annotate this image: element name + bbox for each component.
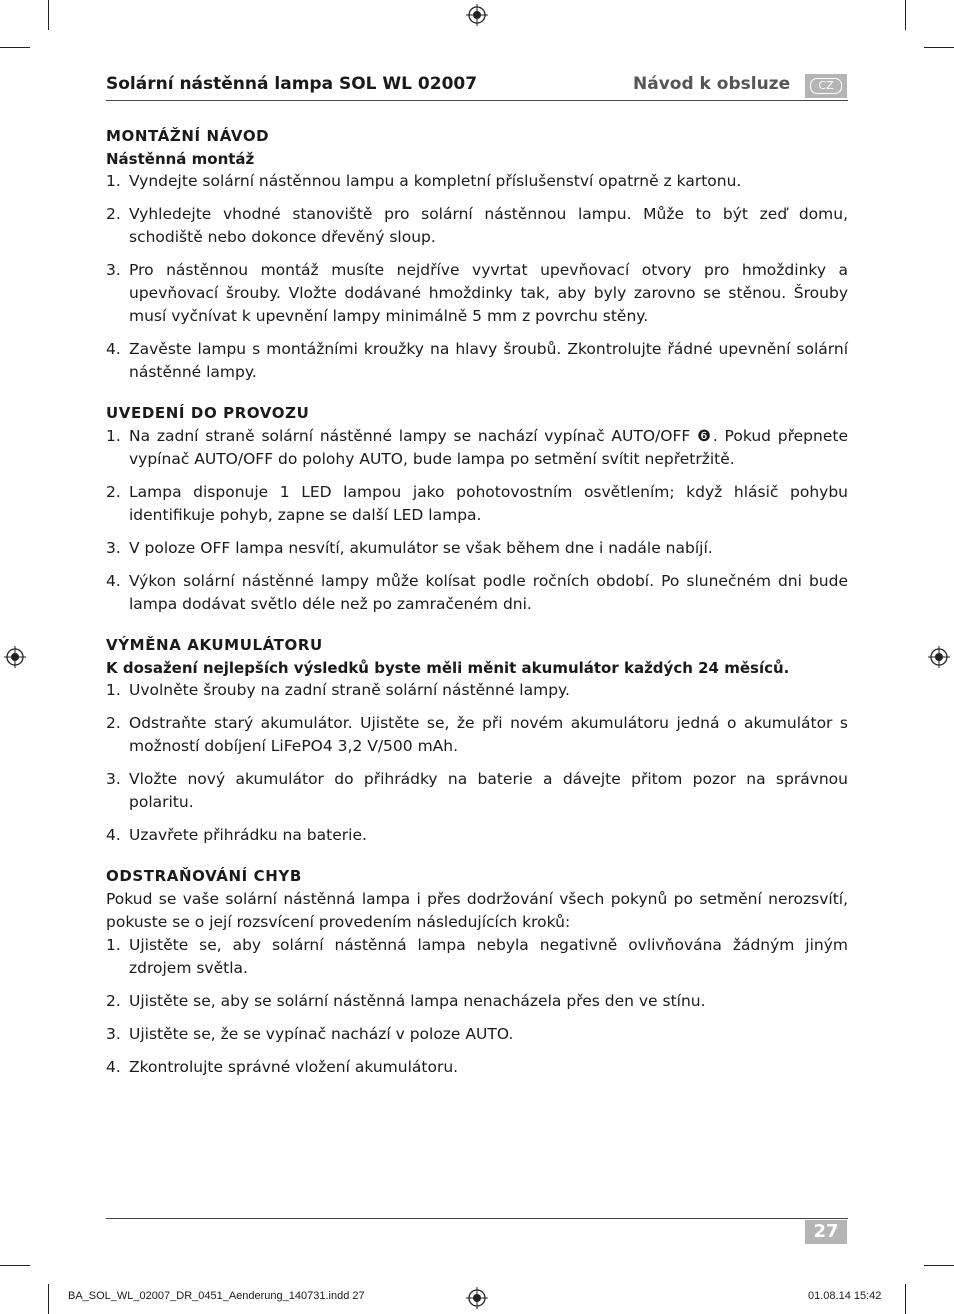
registration-mark-icon [466, 1287, 488, 1309]
page-number: 27 [805, 1220, 847, 1244]
crop-mark-top-left-h [0, 47, 30, 48]
section-subheading: Nástěnná montáž [106, 150, 255, 168]
crop-mark-top-left-v [48, 0, 49, 30]
section-heading: VÝMĚNA AKUMULÁTORU [106, 636, 323, 654]
step-text: Vložte nový akumulátor do přihrádky na baterie a dávejte přitom pozor na správnou polaritu. [129, 770, 848, 811]
section-operation [106, 402, 848, 616]
step-number: 1. [106, 427, 121, 445]
list-item [106, 768, 848, 814]
section-heading: ODSTRAŇOVÁNÍ CHYB [106, 867, 302, 885]
step-text: Lampa disponuje 1 LED lampou jako pohotovostním osvětlením; když hlásič pohybu identifikuje pohyb, zapne se další LED lampa. [129, 483, 848, 524]
section-battery-replacement [106, 634, 848, 847]
list-item [106, 1023, 848, 1046]
step-number: 4. [106, 572, 121, 590]
step-text: Zkontrolujte správné vložení akumulátoru. [129, 1058, 459, 1076]
step-text: Na zadní straně solární nástěnné lampy se nachází vypínač AUTO/OFF ❻. Pokud přepnete vypínač AUTO/OFF do polohy AUTO, bude lampa po setmění svítit nepřetržitě. [129, 427, 848, 468]
document-type-label: Návod k obsluze [633, 74, 791, 94]
registration-mark-icon [4, 646, 26, 668]
step-text: Vyndejte solární nástěnnou lampu a kompletní příslušenství opatrně z kartonu. [129, 172, 742, 190]
list-item [106, 1056, 848, 1079]
step-number: 4. [106, 1058, 121, 1076]
header-divider [106, 100, 848, 101]
language-badge [805, 74, 847, 98]
step-text: Ujistěte se, aby solární nástěnná lampa nebyla negativně ovlivňována žádným jiným zdrojem světla. [129, 936, 848, 977]
registration-mark-icon [928, 646, 950, 668]
list-item [106, 824, 848, 847]
language-code: CZ [810, 78, 842, 94]
list-item [106, 481, 848, 527]
step-text: Ujistěte se, aby se solární nástěnná lampa nenacházela přes den ve stínu. [129, 992, 706, 1010]
document-title: Solární nástěnná lampa SOL WL 02007 [106, 74, 478, 94]
list-item [106, 537, 848, 560]
section-mounting [106, 125, 848, 384]
step-text: Ujistěte se, že se vypínač nachází v poloze AUTO. [129, 1025, 514, 1043]
list-item [106, 570, 848, 616]
step-text: V poloze OFF lampa nesvítí, akumulátor se však během dne i nadále nabíjí. [129, 539, 713, 557]
crop-mark-top-right-h [924, 47, 954, 48]
list-item [106, 203, 848, 249]
steps-list [106, 679, 848, 847]
step-number: 2. [106, 992, 121, 1010]
step-text: Uvolněte šrouby na zadní straně solární nástěnné lampy. [129, 681, 570, 699]
print-slug-filename: BA_SOL_WL_02007_DR_0451_Aenderung_140731.indd 27 [68, 1290, 365, 1302]
footer-divider [106, 1218, 848, 1219]
list-item [106, 170, 848, 193]
section-troubleshooting [106, 865, 848, 1079]
step-number: 4. [106, 340, 121, 358]
main-content [106, 125, 848, 1089]
list-item [106, 712, 848, 758]
step-number: 2. [106, 714, 121, 732]
step-text: Pro nástěnnou montáž musíte nejdříve vyvrtat upevňovací otvory pro hmoždinky a upevňovací šrouby. Vložte dodávané hmoždinky tak, aby byly zarovno se stěnou. Šrouby musí vyčnívat k upevnění lampy minimálně 5 mm z povrchu stěny. [129, 261, 848, 325]
steps-list [106, 170, 848, 384]
step-text: Vyhledejte vhodné stanoviště pro solární nástěnnou lampu. Může to být zeď domu, schodiště nebo dokonce dřevěný sloup. [129, 205, 848, 246]
step-number: 3. [106, 1025, 121, 1043]
step-text: Odstraňte starý akumulátor. Ujistěte se, že při novém akumulátoru jedná o akumulátor s možností dobíjení LiFePO4 3,2 V/500 mAh. [129, 714, 848, 755]
crop-mark-bottom-right-v [905, 1284, 906, 1314]
step-number: 1. [106, 172, 121, 190]
step-number: 3. [106, 261, 121, 279]
steps-list [106, 425, 848, 616]
section-heading: UVEDENÍ DO PROVOZU [106, 404, 310, 422]
crop-mark-bottom-left-h [0, 1265, 30, 1266]
registration-mark-icon [466, 4, 488, 26]
list-item [106, 934, 848, 980]
list-item [106, 425, 848, 471]
section-subheading: K dosažení nejlepších výsledků byste měli měnit akumulátor každých 24 měsíců. [106, 659, 790, 677]
step-number: 3. [106, 770, 121, 788]
step-number: 2. [106, 205, 121, 223]
section-heading: MONTÁŽNÍ NÁVOD [106, 127, 270, 145]
steps-list [106, 934, 848, 1079]
step-number: 2. [106, 483, 121, 501]
list-item [106, 679, 848, 702]
step-text: Zavěste lampu s montážními kroužky na hlavy šroubů. Zkontrolujte řádné upevnění solární nástěnné lampy. [129, 340, 848, 381]
list-item [106, 259, 848, 328]
step-number: 1. [106, 681, 121, 699]
step-text: Uzavřete přihrádku na baterie. [129, 826, 367, 844]
section-intro: Pokud se vaše solární nástěnná lampa i přes dodržování všech pokynů po setmění nerozsvítí, pokuste se o její rozsvícení provedením následujících kroků: [106, 890, 848, 931]
crop-mark-bottom-right-h [924, 1265, 954, 1266]
print-slug-date: 01.08.14 15:42 [808, 1290, 882, 1302]
step-text: Výkon solární nástěnné lampy může kolísat podle ročních období. Po slunečném dni bude lampa dodávat světlo déle než po zamračeném dni. [129, 572, 848, 613]
crop-mark-bottom-left-v [48, 1284, 49, 1314]
step-number: 1. [106, 936, 121, 954]
list-item [106, 338, 848, 384]
step-number: 3. [106, 539, 121, 557]
crop-mark-top-right-v [905, 0, 906, 30]
step-number: 4. [106, 826, 121, 844]
list-item [106, 990, 848, 1013]
